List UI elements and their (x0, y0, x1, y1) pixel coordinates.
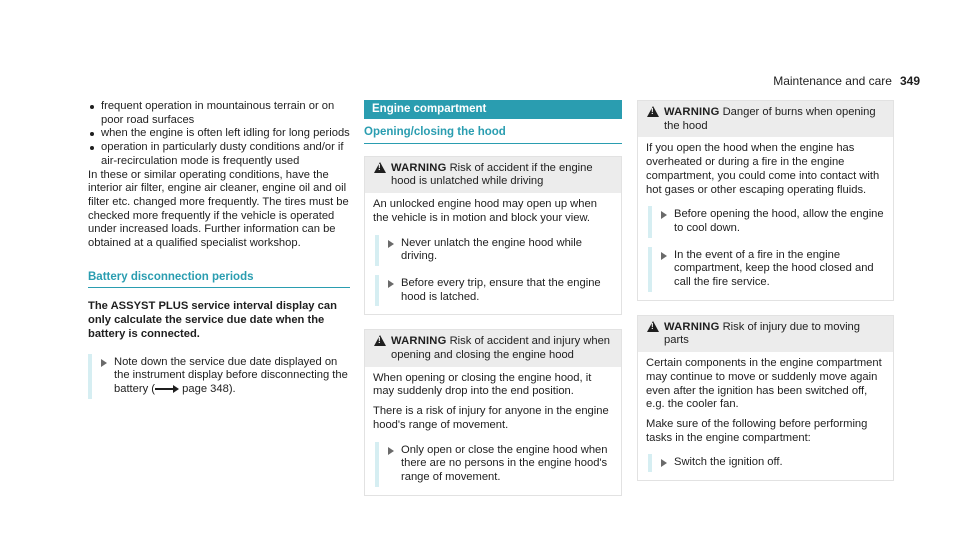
step-text: Before opening the hood, allow the engine to cool down. (674, 208, 884, 234)
warning-text: There is a risk of injury for anyone in the engine hood's range of movement. (373, 405, 609, 431)
hood-subhead: Opening/closing the hood (364, 126, 622, 144)
step-text: Before every trip, ensure that the engine hood is latched. (401, 276, 601, 303)
conditions-list (88, 100, 350, 169)
step-arrow-icon (661, 252, 667, 260)
warning-text: If you open the hood when the engine has overheated or during a fire in the engine compartment, you could come into contact with hot gases or other escaping operating fluids. (646, 142, 880, 196)
warning-label: WARNING (391, 335, 447, 348)
warning-body (365, 193, 621, 314)
warning-box-burns (637, 100, 894, 301)
warning-header (365, 157, 621, 193)
warning-title: Risk of injury due to moving parts (664, 320, 860, 347)
warning-text: Certain components in the engine compartment may continue to move or suddenly move again even after the ignition has been switched off, e.g. the cooler fan. (646, 357, 882, 411)
warning-step (648, 454, 885, 472)
warning-step (375, 442, 613, 487)
warning-header (638, 316, 893, 352)
maintenance-paragraph: In these or similar operating conditions, have the interior air filter, engine air cleaner, engine oil and oil filter etc. changed more frequently. The tires must be checked more frequently if the vehicle is operated under increased loads. Further information can be obtained at a qualified specialist workshop. (88, 168, 349, 250)
warning-title: Risk of accident and injury when opening and closing the engine hood (391, 335, 611, 362)
warning-box-hood-unlatched (364, 156, 622, 316)
warning-label: WARNING (391, 161, 447, 174)
list-item: frequent operation in mountainous terrain or on poor road surfaces (88, 100, 350, 127)
column-2 (364, 100, 622, 496)
warning-triangle-icon (374, 162, 386, 173)
warning-header (365, 330, 621, 366)
warning-triangle-icon (374, 335, 386, 346)
battery-step (88, 354, 350, 399)
warning-step (375, 235, 613, 266)
list-item: operation in particularly dusty conditions and/or if air-recirculation mode is frequently used (88, 141, 350, 168)
step-arrow-icon (661, 211, 667, 219)
step-arrow-icon (101, 359, 107, 367)
warning-text: Make sure of the following before performing tasks in the engine compartment: (646, 417, 868, 444)
step-text: Switch the ignition off. (674, 456, 783, 469)
warning-body (638, 137, 893, 299)
section-title-bar: Engine compartment (364, 100, 622, 119)
warning-step (648, 247, 885, 292)
battery-subhead: Battery disconnection periods (88, 271, 350, 289)
page-header (773, 74, 920, 88)
list-item: when the engine is often left idling for long periods (88, 127, 350, 141)
warning-step (648, 206, 885, 237)
warning-body (638, 352, 893, 480)
step-text: In the event of a fire in the engine compartment, keep the hood closed and call the fire service. (674, 248, 874, 289)
warning-box-moving-parts (637, 315, 894, 481)
warning-label: WARNING (664, 320, 720, 333)
step-arrow-icon (388, 240, 394, 248)
warning-title: Risk of accident if the engine hood is unlatched while driving (391, 161, 593, 188)
warning-triangle-icon (647, 106, 659, 117)
warning-title: Danger of burns when opening the hood (664, 106, 876, 132)
warning-body (365, 367, 621, 495)
step-arrow-icon (661, 459, 667, 467)
page-number: 349 (899, 74, 920, 88)
cross-reference-arrow-icon (155, 385, 179, 393)
warning-box-hood-opening (364, 329, 622, 495)
warning-header (638, 101, 893, 137)
warning-text: An unlocked engine hood may open up when the vehicle is in motion and block your view. (373, 198, 597, 224)
step-text: Never unlatch the engine hood while driving. (401, 236, 582, 263)
step-text: Only open or close the engine hood when there are no persons in the engine hood's range of movement. (401, 443, 608, 483)
section-name: Maintenance and care (773, 74, 892, 88)
warning-step (375, 275, 613, 306)
step-arrow-icon (388, 280, 394, 288)
warning-triangle-icon (647, 321, 659, 332)
warning-label: WARNING (664, 106, 720, 118)
assyst-note: The ASSYST PLUS service interval display can only calculate the service due date when the battery is connected. (88, 300, 337, 340)
page-reference-link[interactable]: page 348). (182, 382, 236, 395)
step-text: Note down the service due date displayed on the instrument display before disconnecting the battery ( (114, 355, 348, 395)
column-1 (88, 100, 350, 399)
step-arrow-icon (388, 447, 394, 455)
warning-text: When opening or closing the engine hood, it may suddenly drop into the end position. (373, 371, 592, 398)
column-3 (637, 100, 894, 481)
